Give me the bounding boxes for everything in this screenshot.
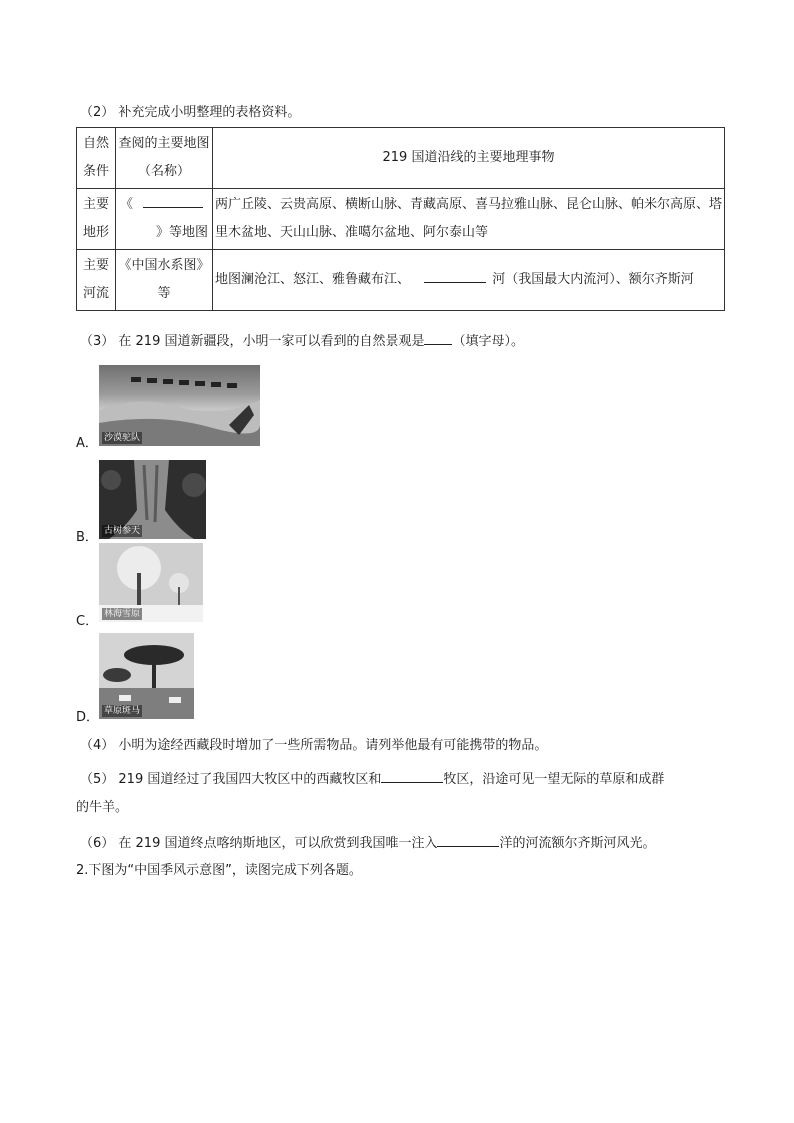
option-d-image[interactable]: [99, 633, 194, 719]
header-text: 自然条件: [82, 136, 109, 179]
map-text: 《中国水系图》等: [118, 258, 210, 301]
option-b-image[interactable]: [99, 460, 206, 539]
question-4: （4） 小明为途经西藏段时增加了一些所需物品。请列举他最有可能携带的物品。: [80, 738, 548, 753]
q3-blank[interactable]: [424, 330, 452, 345]
option-a-caption: 沙漠驼队: [104, 433, 141, 443]
header-text: 查阅的主要地图（名称）: [118, 136, 210, 179]
map-blank[interactable]: [143, 193, 203, 208]
question-5: [80, 768, 720, 789]
problem-2-intro: 2.下图为“中国季风示意图”，读图完成下列各题。: [76, 863, 362, 878]
q5-blank[interactable]: [381, 768, 443, 783]
option-c-image[interactable]: [99, 543, 203, 622]
table-header-row: [77, 128, 725, 189]
option-d-letter: D．: [76, 710, 100, 725]
option-a-image[interactable]: [99, 365, 260, 446]
question-2: （2） 补充完成小明整理的表格资料。: [80, 105, 301, 120]
cond-cell: [77, 189, 116, 250]
river-blank[interactable]: [424, 268, 486, 283]
map-cell: [116, 189, 213, 250]
option-c-caption: 林海雪原: [104, 609, 141, 619]
cond-text: 主要地形: [82, 197, 109, 240]
info-table: [76, 127, 725, 311]
q6-post: 洋的河流额尔齐斯河风光。: [499, 836, 656, 851]
map-cell: [116, 250, 213, 311]
q5-pre: （5） 219 国道经过了我国四大牧区中的西藏牧区和: [80, 772, 382, 787]
option-a-letter: A．: [76, 436, 98, 451]
table-row: [77, 250, 725, 311]
option-c-letter: C．: [76, 614, 99, 629]
cond-cell: [77, 250, 116, 311]
question-5-line2: 的牛羊。: [76, 800, 129, 815]
cond-text: 主要河流: [82, 258, 109, 301]
header-cell: 219 国道沿线的主要地理事物: [213, 128, 725, 189]
q3-pre: （3） 在 219 国道新疆段，小明一家可以看到的自然景观是: [80, 334, 425, 349]
things-pre: 地图澜沧江、怒江、雅鲁藏布江、: [215, 272, 411, 287]
option-d-caption: 草原斑马: [104, 706, 141, 716]
q6-blank[interactable]: [437, 832, 499, 847]
things-post: 河（我国最大内流河）、额尔齐斯河: [492, 272, 694, 287]
map-suffix: 》等地图: [155, 225, 208, 240]
table-row: [77, 189, 725, 250]
q3-post: （填字母）。: [452, 334, 524, 349]
question-3: [80, 330, 720, 351]
option-b-caption: 古树参天: [104, 526, 141, 536]
option-b-letter: B．: [76, 530, 98, 545]
map-prefix: 《: [120, 197, 134, 212]
header-cell: [116, 128, 213, 189]
things-cell: [213, 250, 725, 311]
question-6: [80, 832, 720, 853]
header-cell: [77, 128, 116, 189]
things-cell: 两广丘陵、云贵高原、横断山脉、青藏高原、喜马拉雅山脉、昆仑山脉、帕米尔高原、塔里木盆地、天山山脉、准噶尔盆地、阿尔泰山等: [213, 189, 725, 250]
q5-post: 牧区，沿途可见一望无际的草原和成群: [443, 772, 665, 787]
q6-pre: （6） 在 219 国道终点喀纳斯地区，可以欣赏到我国唯一注入: [80, 836, 438, 851]
